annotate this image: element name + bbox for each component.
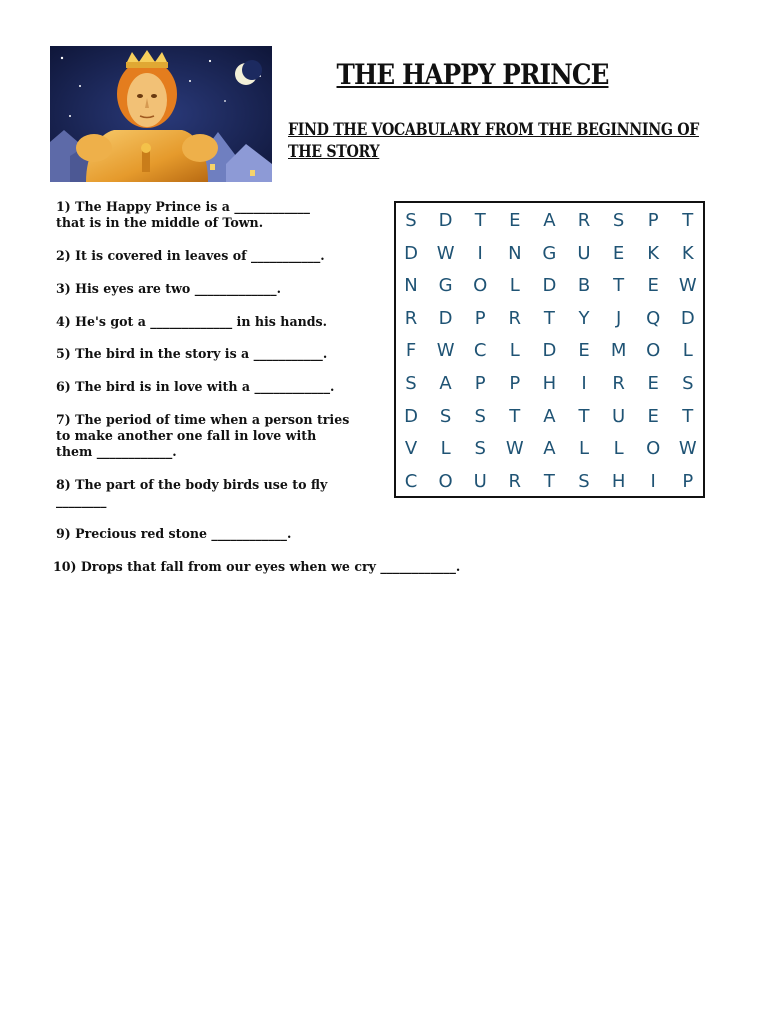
word-search-letter[interactable]: D [680, 307, 695, 329]
word-search-letter[interactable]: E [647, 275, 659, 297]
word-search-letter[interactable]: D [542, 275, 557, 297]
word-search-letter[interactable]: J [615, 307, 622, 329]
word-search-letter[interactable]: E [578, 340, 590, 362]
question-line: 5) The bird in the story is a ___________. [56, 346, 328, 361]
word-search-letter[interactable]: E [509, 210, 521, 231]
question-1 [56, 199, 310, 231]
word-search-letter[interactable]: I [650, 470, 656, 492]
word-search-letter[interactable]: D [438, 307, 453, 329]
word-search-letter[interactable]: I [477, 242, 483, 264]
word-search-letter[interactable]: S [405, 210, 417, 231]
word-search-letter[interactable]: F [405, 340, 417, 362]
question-line: 3) His eyes are two _____________. [56, 281, 281, 296]
word-search-letter[interactable]: W [678, 275, 697, 297]
word-search-letter[interactable]: E [647, 373, 659, 394]
word-search-letter[interactable]: A [543, 438, 556, 460]
question-8 [56, 477, 327, 509]
word-search-letter[interactable]: A [543, 405, 556, 427]
word-search-letter[interactable]: L [440, 438, 451, 460]
question-3 [56, 281, 281, 297]
prince-statue-picture [50, 46, 272, 182]
subtitle-line: FIND THE VOCABULARY FROM THE BEGINNING OF [288, 120, 699, 139]
question-line: to make another one fall in love with [56, 428, 317, 443]
word-search-letter[interactable]: A [543, 210, 556, 231]
word-search-letter[interactable]: W [678, 438, 697, 460]
worksheet-title: THE HAPPY PRINCE [336, 58, 609, 91]
happy-prince-illustration [50, 46, 272, 182]
word-search-letter[interactable]: L [509, 340, 520, 362]
word-search-letter[interactable]: C [404, 470, 418, 492]
question-6 [56, 379, 334, 395]
word-search-letter[interactable]: L [613, 438, 624, 460]
worksheet-subtitle [288, 119, 699, 163]
word-search-letter[interactable]: K [681, 242, 694, 264]
word-search-letter[interactable]: O [438, 470, 453, 492]
word-search-letter[interactable]: B [577, 275, 591, 297]
word-search-letter[interactable]: T [509, 405, 521, 427]
word-search-letter[interactable]: O [473, 275, 488, 297]
word-search-letter[interactable]: N [404, 275, 418, 297]
word-search-letter[interactable]: H [542, 373, 557, 394]
word-search-letter[interactable]: R [612, 373, 625, 394]
word-search-letter[interactable]: A [439, 373, 452, 394]
word-search-letter[interactable]: W [436, 242, 455, 264]
question-10 [53, 559, 460, 575]
question-2 [56, 248, 325, 264]
word-search-letter[interactable]: D [542, 340, 557, 362]
word-search-letter[interactable]: S [405, 373, 417, 394]
word-search-letter[interactable]: S [578, 470, 590, 492]
word-search-letter[interactable]: Y [578, 307, 590, 329]
word-search-letter[interactable]: P [474, 307, 486, 329]
word-search-letter[interactable]: L [509, 275, 520, 297]
word-search-letter[interactable]: Q [646, 307, 661, 329]
question-5 [56, 346, 327, 362]
word-search-letter[interactable]: P [647, 210, 659, 231]
word-search-letter[interactable]: U [612, 405, 626, 427]
word-search-letter[interactable]: G [438, 275, 453, 297]
word-search-letter[interactable]: T [578, 405, 590, 427]
word-search-letter[interactable]: V [404, 438, 418, 460]
word-search-letter[interactable]: T [543, 307, 555, 329]
word-search-letter[interactable]: D [438, 210, 453, 231]
word-search-letter[interactable]: S [474, 405, 486, 427]
word-search-letter[interactable]: T [613, 275, 625, 297]
word-search-grid [394, 201, 705, 498]
question-line: them ____________. [56, 444, 177, 459]
word-search-letter[interactable]: P [474, 373, 486, 394]
word-search-letter[interactable]: W [436, 340, 455, 362]
word-search-letter[interactable]: P [509, 373, 521, 394]
word-search-letter[interactable]: L [682, 340, 693, 362]
subtitle-line: THE STORY [288, 142, 380, 161]
question-line: 4) He's got a _____________ in his hands. [56, 314, 328, 329]
word-search-letter[interactable]: S [682, 373, 694, 394]
word-search-letter[interactable]: O [646, 340, 661, 362]
word-search-letter[interactable]: D [404, 242, 418, 264]
word-search-letter[interactable]: L [578, 438, 590, 460]
question-7 [56, 412, 349, 460]
question-line: that is in the middle of Town. [56, 215, 264, 230]
word-search-letter[interactable]: E [612, 242, 625, 264]
word-search-letter[interactable]: T [543, 470, 555, 492]
word-search-letter[interactable]: G [542, 242, 557, 264]
word-search-letter[interactable]: E [647, 405, 659, 427]
word-search-letter[interactable]: T [474, 210, 486, 231]
word-search-letter[interactable]: R [508, 307, 522, 329]
word-search-letter[interactable]: R [508, 470, 522, 492]
word-search-letter[interactable]: P [682, 470, 694, 492]
word-search-letter[interactable]: K [647, 242, 660, 264]
word-search-letter[interactable]: I [581, 373, 587, 394]
word-search-letter[interactable]: S [474, 438, 486, 460]
question-9 [56, 526, 291, 542]
word-search-letter[interactable]: T [682, 210, 694, 231]
word-search-letter[interactable]: C [473, 340, 487, 362]
question-line: 6) The bird is in love with a ____________. [56, 379, 335, 394]
word-search-letter[interactable]: W [505, 438, 524, 460]
question-line: 9) Precious red stone ____________. [56, 526, 292, 541]
word-search-letter[interactable]: N [508, 242, 522, 264]
word-search-letter[interactable]: H [611, 470, 626, 492]
word-search-letter[interactable]: R [404, 307, 418, 329]
word-search-letter[interactable]: O [646, 438, 661, 460]
question-line: 2) It is covered in leaves of ___________. [56, 248, 325, 263]
question-line: 7) The period of time when a person tries [56, 412, 350, 427]
question-line: 1) The Happy Prince is a ____________ [56, 199, 310, 214]
question-line: 10) Drops that fall from our eyes when we cry ____________. [53, 559, 461, 574]
word-search-letter[interactable]: S [612, 210, 625, 231]
word-search-letter[interactable]: U [473, 470, 487, 492]
question-line: ________ [56, 493, 107, 508]
word-search-letter[interactable]: T [682, 405, 694, 427]
word-search-letter[interactable]: S [439, 405, 452, 427]
word-search-letter[interactable]: D [404, 405, 418, 427]
word-search-letter[interactable]: R [577, 210, 591, 231]
question-4 [56, 314, 327, 330]
question-line: 8) The part of the body birds use to fly [56, 477, 328, 492]
word-search-letter[interactable]: U [577, 242, 591, 264]
word-search-letter[interactable]: M [610, 340, 627, 362]
